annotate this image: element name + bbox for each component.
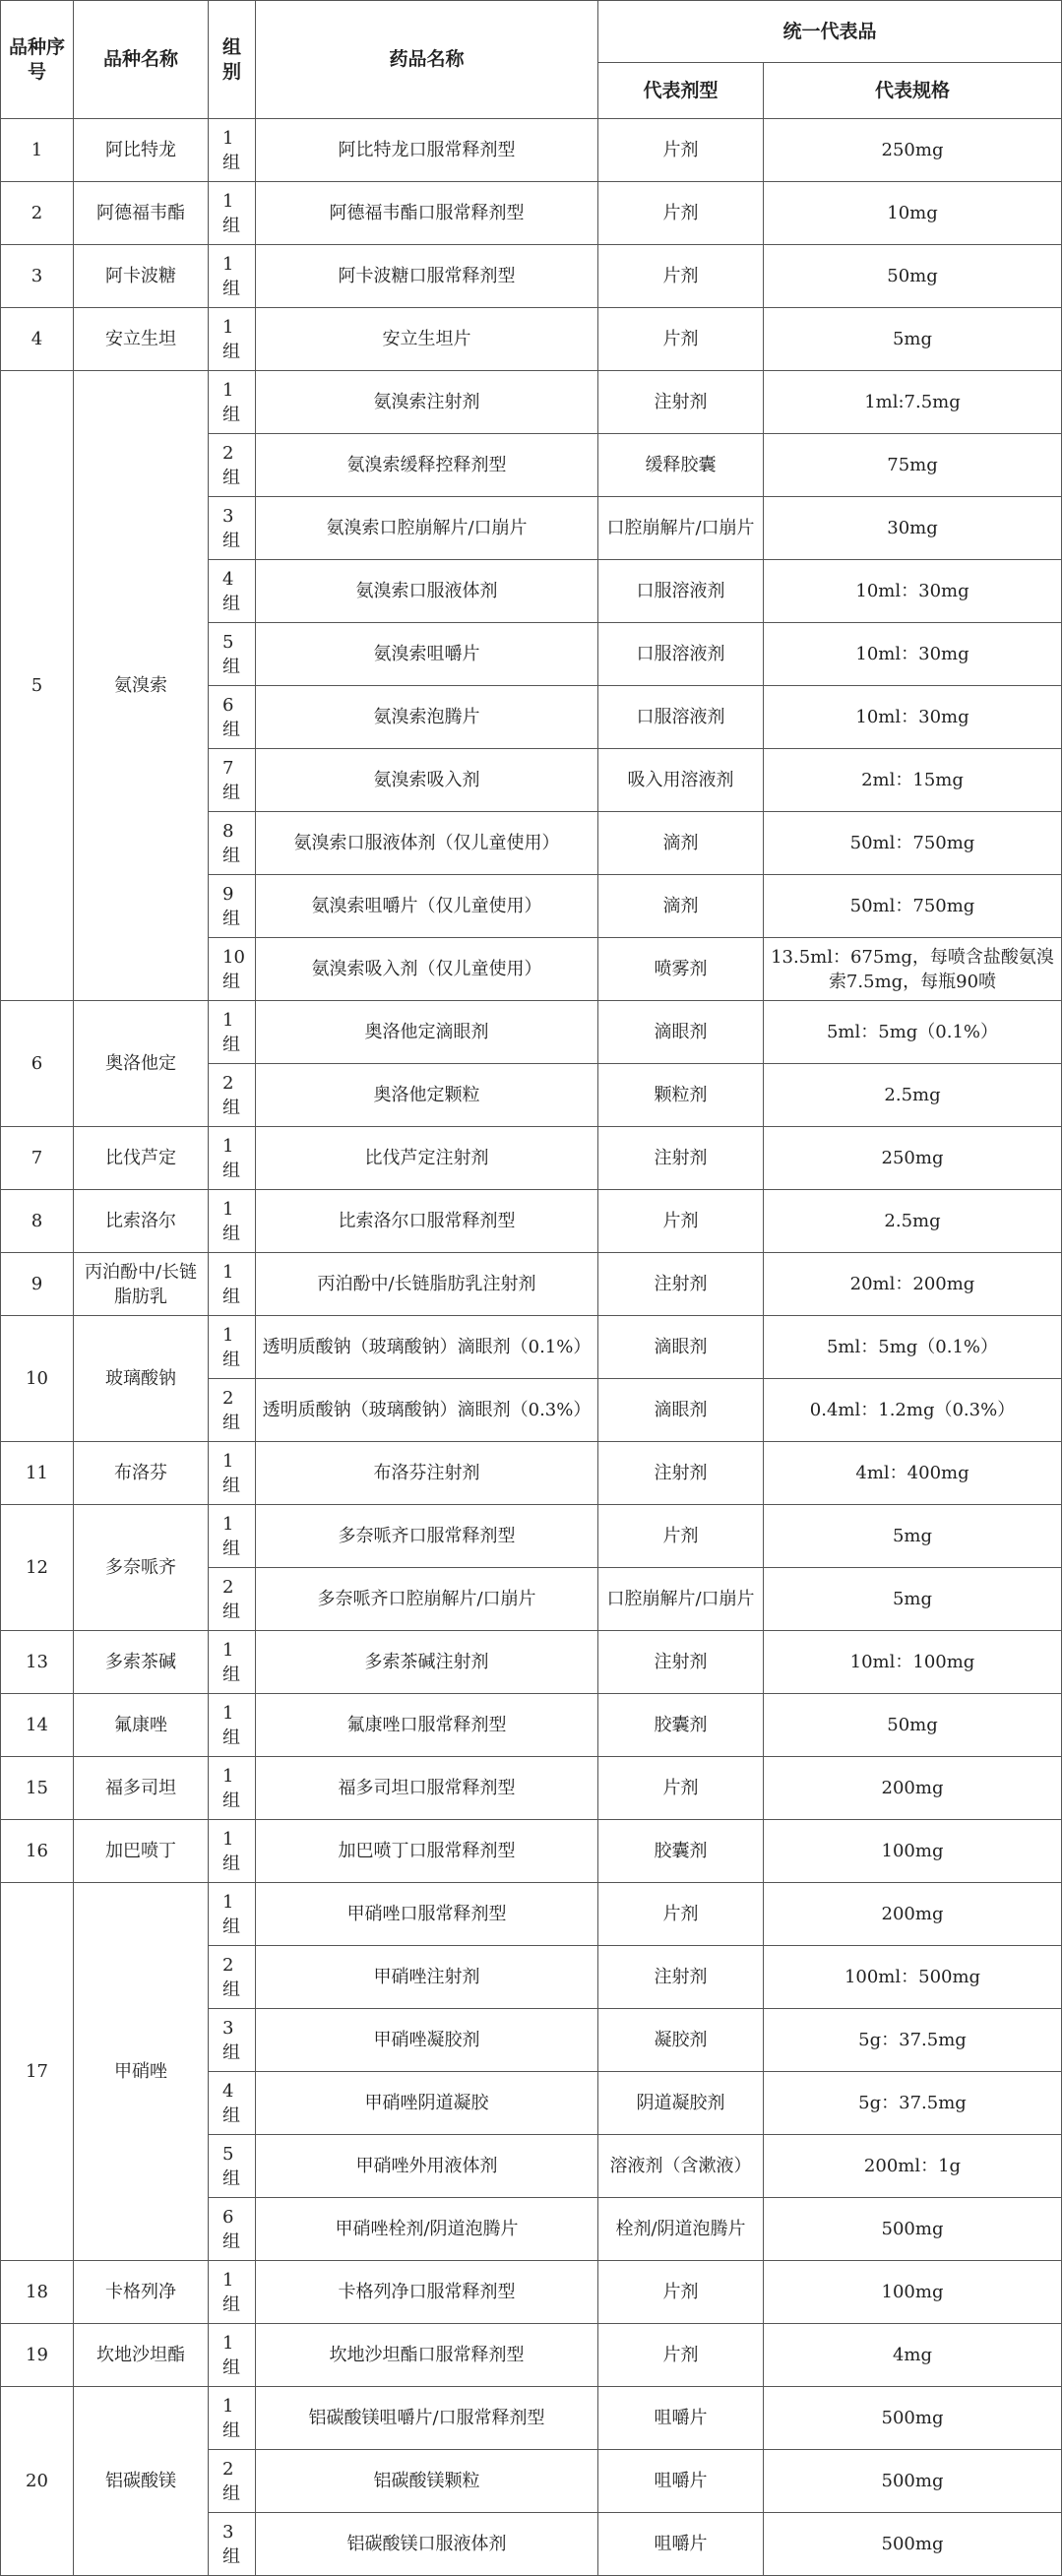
group-cell: 1组 — [209, 119, 256, 182]
drug-name-cell: 阿德福韦酯口服常释剂型 — [256, 182, 598, 245]
table-row — [1, 1442, 1062, 1505]
variety-name-cell: 比伐芦定 — [74, 1127, 209, 1190]
drug-name-cell: 氨溴索咀嚼片（仅儿童使用） — [256, 875, 598, 938]
table-row — [1, 308, 1062, 371]
drug-name-cell: 阿比特龙口服常释剂型 — [256, 119, 598, 182]
table-row — [1, 1316, 1062, 1379]
group-cell: 6组 — [209, 2198, 256, 2261]
dosage-form-cell: 滴剂 — [598, 812, 764, 875]
spec-cell: 500mg — [764, 2198, 1062, 2261]
variety-name-cell: 铝碳酸镁 — [74, 2387, 209, 2576]
group-cell: 9组 — [209, 875, 256, 938]
drug-name-cell: 丙泊酚中/长链脂肪乳注射剂 — [256, 1253, 598, 1316]
group-cell: 6组 — [209, 686, 256, 749]
group-cell: 4组 — [209, 2072, 256, 2135]
drug-name-cell: 甲硝唑栓剂/阴道泡腾片 — [256, 2198, 598, 2261]
group-cell: 7组 — [209, 749, 256, 812]
drug-name-cell: 氟康唑口服常释剂型 — [256, 1694, 598, 1757]
spec-cell: 5mg — [764, 308, 1062, 371]
drug-name-cell: 多奈哌齐口腔崩解片/口崩片 — [256, 1568, 598, 1631]
variety-name-cell: 玻璃酸钠 — [74, 1316, 209, 1442]
dosage-form-cell: 口服溶液剂 — [598, 686, 764, 749]
variety-seq-cell: 18 — [1, 2261, 74, 2324]
dosage-form-cell: 滴剂 — [598, 875, 764, 938]
variety-name-cell: 比索洛尔 — [74, 1190, 209, 1253]
spec-cell: 20ml：200mg — [764, 1253, 1062, 1316]
dosage-form-cell: 注射剂 — [598, 1631, 764, 1694]
dosage-form-cell: 胶囊剂 — [598, 1820, 764, 1883]
drug-name-cell: 氨溴索吸入剂 — [256, 749, 598, 812]
dosage-form-cell: 注射剂 — [598, 1253, 764, 1316]
table-row — [1, 182, 1062, 245]
drug-name-cell: 氨溴索注射剂 — [256, 371, 598, 434]
table-row — [1, 2387, 1062, 2450]
drug-name-cell: 奥洛他定滴眼剂 — [256, 1001, 598, 1064]
spec-cell: 10ml：100mg — [764, 1631, 1062, 1694]
group-cell: 4组 — [209, 560, 256, 623]
group-cell: 1组 — [209, 1631, 256, 1694]
variety-name-cell: 布洛芬 — [74, 1442, 209, 1505]
dosage-form-cell: 片剂 — [598, 2261, 764, 2324]
variety-seq-cell: 1 — [1, 119, 74, 182]
variety-name-cell: 多索茶碱 — [74, 1631, 209, 1694]
dosage-form-cell: 滴眼剂 — [598, 1316, 764, 1379]
table-row — [1, 245, 1062, 308]
header-unified: 统一代表品 — [598, 1, 1062, 63]
dosage-form-cell: 咀嚼片 — [598, 2450, 764, 2513]
dosage-form-cell: 片剂 — [598, 308, 764, 371]
dosage-form-cell: 口服溶液剂 — [598, 560, 764, 623]
drug-name-cell: 甲硝唑阴道凝胶 — [256, 2072, 598, 2135]
table-row — [1, 1757, 1062, 1820]
variety-name-cell: 坎地沙坦酯 — [74, 2324, 209, 2387]
spec-cell: 100mg — [764, 1820, 1062, 1883]
variety-name-cell: 福多司坦 — [74, 1757, 209, 1820]
group-cell: 1组 — [209, 308, 256, 371]
group-cell: 1组 — [209, 2261, 256, 2324]
drug-name-cell: 氨溴索缓释控释剂型 — [256, 434, 598, 497]
dosage-form-cell: 片剂 — [598, 1757, 764, 1820]
dosage-form-cell: 滴眼剂 — [598, 1001, 764, 1064]
variety-name-cell: 丙泊酚中/长链脂肪乳 — [74, 1253, 209, 1316]
spec-cell: 4ml：400mg — [764, 1442, 1062, 1505]
drug-name-cell: 安立生坦片 — [256, 308, 598, 371]
dosage-form-cell: 片剂 — [598, 2324, 764, 2387]
drug-name-cell: 甲硝唑注射剂 — [256, 1946, 598, 2009]
spec-cell: 5mg — [764, 1568, 1062, 1631]
spec-cell: 0.4ml：1.2mg（0.3%） — [764, 1379, 1062, 1442]
dosage-form-cell: 片剂 — [598, 1190, 764, 1253]
variety-name-cell: 安立生坦 — [74, 308, 209, 371]
group-cell: 1组 — [209, 1127, 256, 1190]
table-row — [1, 1127, 1062, 1190]
table-row — [1, 1505, 1062, 1568]
spec-cell: 13.5ml：675mg，每喷含盐酸氨溴索7.5mg，每瓶90喷 — [764, 938, 1062, 1001]
group-cell: 1组 — [209, 1442, 256, 1505]
spec-cell: 4mg — [764, 2324, 1062, 2387]
dosage-form-cell: 片剂 — [598, 182, 764, 245]
group-cell: 2组 — [209, 1379, 256, 1442]
dosage-form-cell: 喷雾剂 — [598, 938, 764, 1001]
variety-seq-cell: 17 — [1, 1883, 74, 2261]
dosage-form-cell: 阴道凝胶剂 — [598, 2072, 764, 2135]
variety-seq-cell: 19 — [1, 2324, 74, 2387]
dosage-form-cell: 注射剂 — [598, 1127, 764, 1190]
drug-name-cell: 福多司坦口服常释剂型 — [256, 1757, 598, 1820]
drug-name-cell: 氨溴索咀嚼片 — [256, 623, 598, 686]
variety-name-cell: 阿德福韦酯 — [74, 182, 209, 245]
spec-cell: 50mg — [764, 245, 1062, 308]
dosage-form-cell: 吸入用溶液剂 — [598, 749, 764, 812]
drug-name-cell: 加巴喷丁口服常释剂型 — [256, 1820, 598, 1883]
variety-name-cell: 加巴喷丁 — [74, 1820, 209, 1883]
drug-name-cell: 氨溴索口腔崩解片/口崩片 — [256, 497, 598, 560]
variety-seq-cell: 4 — [1, 308, 74, 371]
drug-name-cell: 坎地沙坦酯口服常释剂型 — [256, 2324, 598, 2387]
spec-cell: 250mg — [764, 119, 1062, 182]
group-cell: 3组 — [209, 2009, 256, 2072]
variety-seq-cell: 14 — [1, 1694, 74, 1757]
spec-cell: 250mg — [764, 1127, 1062, 1190]
variety-seq-cell: 10 — [1, 1316, 74, 1442]
dosage-form-cell: 注射剂 — [598, 371, 764, 434]
group-cell: 1组 — [209, 1757, 256, 1820]
spec-cell: 10mg — [764, 182, 1062, 245]
drug-name-cell: 比伐芦定注射剂 — [256, 1127, 598, 1190]
group-cell: 1组 — [209, 182, 256, 245]
dosage-form-cell: 胶囊剂 — [598, 1694, 764, 1757]
variety-seq-cell: 15 — [1, 1757, 74, 1820]
header-drug: 药品名称 — [256, 1, 598, 119]
dosage-form-cell: 片剂 — [598, 1883, 764, 1946]
drug-name-cell: 甲硝唑外用液体剂 — [256, 2135, 598, 2198]
group-cell: 10组 — [209, 938, 256, 1001]
variety-seq-cell: 2 — [1, 182, 74, 245]
variety-seq-cell: 20 — [1, 2387, 74, 2576]
group-cell: 2组 — [209, 1064, 256, 1127]
dosage-form-cell: 注射剂 — [598, 1946, 764, 2009]
table-row — [1, 1190, 1062, 1253]
table-row — [1, 371, 1062, 434]
dosage-form-cell: 滴眼剂 — [598, 1379, 764, 1442]
dosage-form-cell: 片剂 — [598, 119, 764, 182]
variety-name-cell: 阿卡波糖 — [74, 245, 209, 308]
spec-cell: 100mg — [764, 2261, 1062, 2324]
variety-name-cell: 甲硝唑 — [74, 1883, 209, 2261]
drug-name-cell: 氨溴索吸入剂（仅儿童使用） — [256, 938, 598, 1001]
variety-seq-cell: 8 — [1, 1190, 74, 1253]
spec-cell: 5ml：5mg（0.1%） — [764, 1316, 1062, 1379]
group-cell: 1组 — [209, 1190, 256, 1253]
table-row — [1, 1694, 1062, 1757]
dosage-form-cell: 口腔崩解片/口崩片 — [598, 1568, 764, 1631]
drug-name-cell: 透明质酸钠（玻璃酸钠）滴眼剂（0.3%） — [256, 1379, 598, 1442]
group-cell: 1组 — [209, 2387, 256, 2450]
variety-seq-cell: 6 — [1, 1001, 74, 1127]
header-seq: 品种序号 — [1, 1, 74, 119]
variety-seq-cell: 9 — [1, 1253, 74, 1316]
spec-cell: 200ml：1g — [764, 2135, 1062, 2198]
variety-seq-cell: 12 — [1, 1505, 74, 1631]
group-cell: 1组 — [209, 1820, 256, 1883]
table-row — [1, 2261, 1062, 2324]
variety-seq-cell: 13 — [1, 1631, 74, 1694]
drug-name-cell: 多奈哌齐口服常释剂型 — [256, 1505, 598, 1568]
group-cell: 2组 — [209, 2450, 256, 2513]
group-cell: 5组 — [209, 623, 256, 686]
variety-name-cell: 卡格列净 — [74, 2261, 209, 2324]
group-cell: 5组 — [209, 2135, 256, 2198]
table-row — [1, 1631, 1062, 1694]
group-cell: 1组 — [209, 1505, 256, 1568]
table-row — [1, 119, 1062, 182]
dosage-form-cell: 凝胶剂 — [598, 2009, 764, 2072]
group-cell: 2组 — [209, 1946, 256, 2009]
spec-cell: 30mg — [764, 497, 1062, 560]
spec-cell: 1ml:7.5mg — [764, 371, 1062, 434]
drug-name-cell: 卡格列净口服常释剂型 — [256, 2261, 598, 2324]
spec-cell: 5mg — [764, 1505, 1062, 1568]
table-row — [1, 1253, 1062, 1316]
drug-name-cell: 布洛芬注射剂 — [256, 1442, 598, 1505]
group-cell: 1组 — [209, 1253, 256, 1316]
drug-name-cell: 氨溴索泡腾片 — [256, 686, 598, 749]
dosage-form-cell: 片剂 — [598, 245, 764, 308]
drug-name-cell: 比索洛尔口服常释剂型 — [256, 1190, 598, 1253]
spec-cell: 2.5mg — [764, 1064, 1062, 1127]
spec-cell: 200mg — [764, 1883, 1062, 1946]
table-header — [1, 1, 1062, 119]
spec-cell: 5g：37.5mg — [764, 2009, 1062, 2072]
variety-name-cell: 奥洛他定 — [74, 1001, 209, 1127]
variety-seq-cell: 3 — [1, 245, 74, 308]
spec-cell: 5ml：5mg（0.1%） — [764, 1001, 1062, 1064]
dosage-form-cell: 溶液剂（含漱液） — [598, 2135, 764, 2198]
table-row — [1, 1820, 1062, 1883]
drug-name-cell: 氨溴索口服液体剂 — [256, 560, 598, 623]
spec-cell: 10ml：30mg — [764, 560, 1062, 623]
spec-cell: 10ml：30mg — [764, 686, 1062, 749]
variety-name-cell: 氟康唑 — [74, 1694, 209, 1757]
spec-cell: 5g：37.5mg — [764, 2072, 1062, 2135]
variety-seq-cell: 7 — [1, 1127, 74, 1190]
group-cell: 1组 — [209, 2324, 256, 2387]
drug-name-cell: 氨溴索口服液体剂（仅儿童使用） — [256, 812, 598, 875]
variety-seq-cell: 16 — [1, 1820, 74, 1883]
spec-cell: 500mg — [764, 2513, 1062, 2576]
header-variety: 品种名称 — [74, 1, 209, 119]
drug-name-cell: 阿卡波糖口服常释剂型 — [256, 245, 598, 308]
variety-name-cell: 多奈哌齐 — [74, 1505, 209, 1631]
dosage-form-cell: 注射剂 — [598, 1442, 764, 1505]
spec-cell: 50ml：750mg — [764, 875, 1062, 938]
drug-name-cell: 甲硝唑口服常释剂型 — [256, 1883, 598, 1946]
group-cell: 1组 — [209, 1883, 256, 1946]
variety-seq-cell: 11 — [1, 1442, 74, 1505]
drug-name-cell: 铝碳酸镁咀嚼片/口服常释剂型 — [256, 2387, 598, 2450]
spec-cell: 75mg — [764, 434, 1062, 497]
spec-cell: 500mg — [764, 2387, 1062, 2450]
drug-name-cell: 铝碳酸镁口服液体剂 — [256, 2513, 598, 2576]
drug-name-cell: 多索茶碱注射剂 — [256, 1631, 598, 1694]
dosage-form-cell: 栓剂/阴道泡腾片 — [598, 2198, 764, 2261]
spec-cell: 2.5mg — [764, 1190, 1062, 1253]
group-cell: 1组 — [209, 1316, 256, 1379]
spec-cell: 500mg — [764, 2450, 1062, 2513]
table-body — [1, 119, 1062, 2576]
spec-cell: 200mg — [764, 1757, 1062, 1820]
spec-cell: 50ml：750mg — [764, 812, 1062, 875]
variety-seq-cell: 5 — [1, 371, 74, 1001]
dosage-form-cell: 口腔崩解片/口崩片 — [598, 497, 764, 560]
spec-cell: 100ml：500mg — [764, 1946, 1062, 2009]
drug-name-cell: 铝碳酸镁颗粒 — [256, 2450, 598, 2513]
group-cell: 1组 — [209, 245, 256, 308]
group-cell: 2组 — [209, 434, 256, 497]
group-cell: 1组 — [209, 1001, 256, 1064]
dosage-form-cell: 颗粒剂 — [598, 1064, 764, 1127]
spec-cell: 2ml：15mg — [764, 749, 1062, 812]
spec-cell: 50mg — [764, 1694, 1062, 1757]
table-row — [1, 2324, 1062, 2387]
group-cell: 3组 — [209, 2513, 256, 2576]
header-spec: 代表规格 — [764, 63, 1062, 119]
drug-name-cell: 奥洛他定颗粒 — [256, 1064, 598, 1127]
variety-name-cell: 阿比特龙 — [74, 119, 209, 182]
spec-cell: 10ml：30mg — [764, 623, 1062, 686]
table-row — [1, 1883, 1062, 1946]
drug-name-cell: 透明质酸钠（玻璃酸钠）滴眼剂（0.1%） — [256, 1316, 598, 1379]
group-cell: 2组 — [209, 1568, 256, 1631]
dosage-form-cell: 口服溶液剂 — [598, 623, 764, 686]
drug-name-cell: 甲硝唑凝胶剂 — [256, 2009, 598, 2072]
dosage-form-cell: 片剂 — [598, 1505, 764, 1568]
dosage-form-cell: 咀嚼片 — [598, 2513, 764, 2576]
group-cell: 1组 — [209, 371, 256, 434]
table-row — [1, 1001, 1062, 1064]
group-cell: 3组 — [209, 497, 256, 560]
header-form: 代表剂型 — [598, 63, 764, 119]
header-group: 组别 — [209, 1, 256, 119]
dosage-form-cell: 咀嚼片 — [598, 2387, 764, 2450]
group-cell: 1组 — [209, 1694, 256, 1757]
variety-name-cell: 氨溴索 — [74, 371, 209, 1001]
dosage-form-cell: 缓释胶囊 — [598, 434, 764, 497]
group-cell: 8组 — [209, 812, 256, 875]
